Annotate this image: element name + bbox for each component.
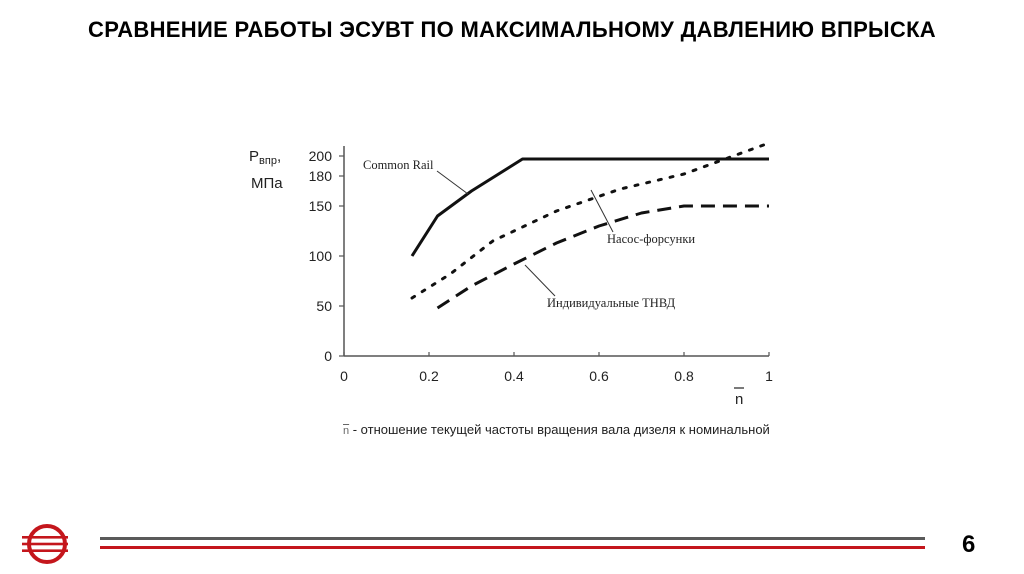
slide-title: СРАВНЕНИЕ РАБОТЫ ЭСУВТ ПО МАКСИМАЛЬНОМУ ДАВЛЕНИЮ ВПРЫСКА bbox=[88, 17, 936, 42]
x-tick-label: 0.6 bbox=[589, 368, 609, 384]
series-line-common-rail bbox=[412, 159, 769, 256]
company-logo-icon bbox=[20, 522, 74, 566]
annotation-nasos-forsunki: Насос-форсунки bbox=[607, 232, 696, 246]
footer-line-red bbox=[100, 546, 925, 549]
page-number: 6 bbox=[962, 531, 976, 558]
x-tick-label: 0.4 bbox=[504, 368, 524, 384]
y-tick-label: 50 bbox=[316, 298, 332, 314]
footnote-text: - отношение текущей частоты вращения вала дизеля к номинальной bbox=[349, 422, 770, 437]
x-tick-label: 0.8 bbox=[674, 368, 694, 384]
annotation-common-rail: Common Rail bbox=[363, 158, 434, 172]
leader-individual-tnvd bbox=[525, 265, 555, 296]
series-line-individual-tnvd bbox=[438, 206, 770, 308]
y-tick-label: 180 bbox=[308, 168, 332, 184]
footnote-symbol: $\overline{n}$ bbox=[343, 425, 350, 437]
y-axis-unit: МПа bbox=[251, 175, 283, 192]
footer-line-gray bbox=[100, 537, 925, 540]
annotation-individual-tnvd: Индивидуальные ТНВД bbox=[547, 296, 676, 310]
x-tick-label: 0 bbox=[340, 368, 348, 384]
y-axis-label: $P_{впр}$, bbox=[249, 148, 282, 167]
x-tick-label: 0.2 bbox=[419, 368, 439, 384]
y-tick-label: 200 bbox=[308, 148, 332, 164]
series-line-nasos-forsunki bbox=[412, 143, 769, 298]
x-axis-label: n bbox=[735, 391, 744, 408]
pressure-chart bbox=[235, 128, 795, 418]
leader-common-rail bbox=[437, 171, 468, 194]
x-tick-label: 1 bbox=[765, 368, 773, 384]
y-tick-label: 0 bbox=[324, 348, 332, 364]
y-tick-label: 150 bbox=[308, 198, 332, 214]
y-tick-label: 100 bbox=[308, 248, 332, 264]
footnote bbox=[343, 422, 770, 437]
